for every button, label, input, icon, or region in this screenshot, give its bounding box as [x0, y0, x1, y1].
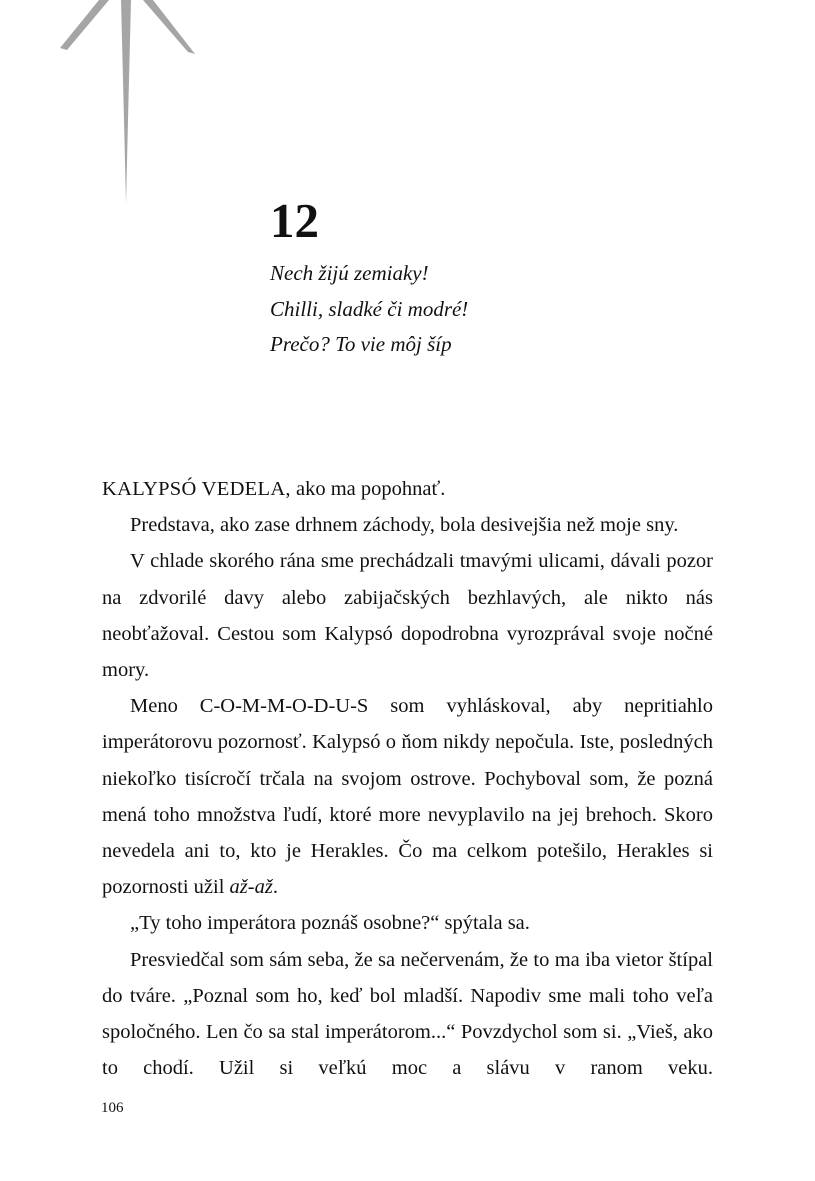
paragraph-4 — [102, 688, 713, 905]
chapter-epigraph-haiku — [270, 256, 468, 363]
ornament-right-blade — [143, 0, 195, 54]
page-number: 106 — [101, 1100, 124, 1116]
haiku-line-2: Chilli, sladké či modré! — [270, 296, 469, 321]
paragraph-4-emphasis: až-až — [229, 876, 273, 899]
paragraph-6: Presviedčal som sám seba, že sa nečervenám, že to ma iba vietor štípal do tváre. „Poznal som ho, keď bol mladší. Napodiv sme mali toho veľa spoločného. Len čo sa stal imperátorom...“ Povzdychol som si. „Vieš, ako to chodí. Užil si veľkú moc a slávu v ranom veku. — [102, 948, 713, 1080]
paragraph-5: „Ty toho imperátora poznáš osobne?“ spýtala sa. — [130, 912, 530, 935]
paragraph-2: Predstava, ako zase drhnem záchody, bola desivejšia než moje sny. — [130, 514, 679, 537]
haiku-line-1: Nech žijú zemiaky! — [270, 261, 429, 285]
ornament-left-blade — [60, 0, 109, 50]
arrow-ornament-icon — [55, 0, 200, 210]
paragraph-1-rest: ako ma popohnať. — [290, 478, 446, 500]
paragraph-3: V chlade skorého rána sme prechádzali tmavými ulicami, dávali pozor na zdvorilé davy alebo zabijačských bezhlavých, ale nikto nás neobťažoval. Cestou som Kalypsó dopodrobna vyrozprával svoje nočné mory. — [102, 550, 713, 682]
paragraph-1 — [102, 471, 713, 507]
haiku-line-3: Prečo? To vie môj šíp — [270, 332, 452, 356]
ornament-shaft — [121, 0, 131, 204]
chapter-body-text — [102, 471, 713, 1086]
opening-small-caps: KALYPSÓ VEDELA, — [102, 478, 291, 500]
paragraph-4-end: . — [272, 876, 278, 899]
chapter-number: 12 — [270, 193, 319, 248]
paragraph-4-main: Meno C-O-M-M-O-D-U-S som vyhláskoval, aby nepritiahlo imperátorovu pozornosť. Kalypsó o ňom nikdy nepočula. Iste, posledných niekoľko tisícročí trčala na svojom ostrove. Pochyboval som, že pozná mená toho množstva ľudí, ktoré more nevyplavilo na jej brehoch. Skoro nevedela ani to, kto je Herakles. Čo ma celkom potešilo, Herakles si pozornosti užil — [102, 695, 713, 899]
